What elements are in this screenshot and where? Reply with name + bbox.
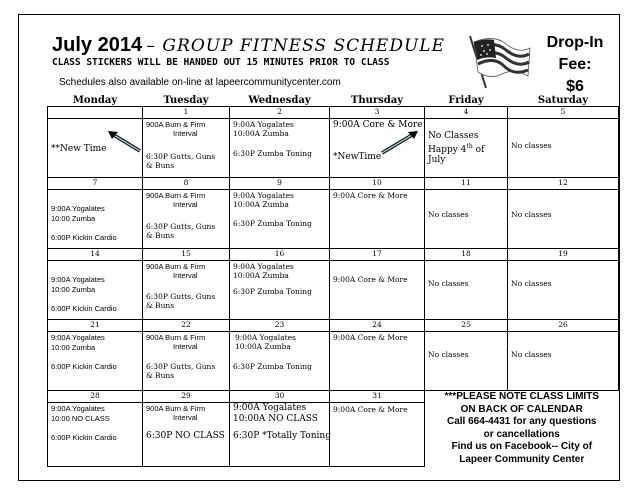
day-cell xyxy=(143,261,230,320)
calendar-table xyxy=(47,94,619,467)
class-line: Happy 4th of xyxy=(428,143,485,155)
online-notice: Schedules also available on-line at lapeercommunitycenter.com xyxy=(59,77,341,88)
class-line: 9:00A Core & More xyxy=(333,405,408,414)
class-line: 6:30P *Totally Toning xyxy=(233,431,331,441)
class-line: *NewTime xyxy=(333,152,382,162)
date-number: 15 xyxy=(143,249,230,261)
day-cell xyxy=(143,190,230,249)
class-line: No classes xyxy=(511,350,552,359)
class-line: 900A Burn & Firm xyxy=(146,333,206,342)
day-friday: Friday xyxy=(448,94,484,106)
date-number: 10 xyxy=(330,178,425,190)
day-cell xyxy=(330,190,425,249)
class-line: No classes xyxy=(428,350,469,359)
day-cell xyxy=(143,403,230,467)
date-number: 29 xyxy=(143,391,230,403)
class-line: 10:00 NO CLASS xyxy=(51,414,110,423)
date-number: 16 xyxy=(230,249,330,261)
class-line: & Buns xyxy=(146,301,175,310)
date-number: 12 xyxy=(508,178,619,190)
class-line: 9:00A Yogalates xyxy=(51,275,105,284)
class-line: 900A Burn & Firm xyxy=(146,120,206,129)
class-line: Interval xyxy=(173,413,198,422)
day-cell xyxy=(330,261,425,320)
class-line: 900A Burn & Firm xyxy=(146,191,206,200)
day-cell xyxy=(330,403,425,467)
day-cell xyxy=(508,261,619,320)
class-line: 6:30P Zumba Toning xyxy=(233,287,312,296)
date-number: 11 xyxy=(425,178,508,190)
date-number: 18 xyxy=(425,249,508,261)
schedule-row xyxy=(48,119,619,178)
class-line: 10:00A NO CLASS xyxy=(233,414,318,424)
class-line: 10:00 Zumba xyxy=(51,285,96,294)
day-cell xyxy=(48,332,143,391)
arrow-icon xyxy=(380,129,420,155)
class-line: **New Time xyxy=(51,144,107,154)
date-number: 28 xyxy=(48,391,143,403)
day-tuesday: Tuesday xyxy=(163,94,209,106)
class-line: 6:30P Gutts, Guns xyxy=(146,152,216,161)
day-cell xyxy=(143,119,230,178)
title-schedule: – GROUP FITNESS SCHEDULE xyxy=(146,36,445,56)
day-wednesday: Wednesday xyxy=(248,94,311,106)
class-line: 10:00A Zumba xyxy=(233,129,289,138)
class-line: 9:00A Yogalates xyxy=(51,404,105,413)
class-line: 6:30P Gutts, Guns xyxy=(146,292,216,301)
class-line: 9:00A Core & More xyxy=(333,275,408,284)
page-title xyxy=(52,34,445,57)
class-line: 9:00A Core & More xyxy=(333,191,408,200)
class-line: July xyxy=(428,155,446,165)
class-line: 9:00A Yogalates xyxy=(233,120,294,129)
date-number: 3 xyxy=(330,107,425,119)
class-line: 9:00A Core & More xyxy=(333,333,408,342)
date-number: 23 xyxy=(230,320,330,332)
day-cell xyxy=(508,190,619,249)
class-limits-notice: ***PLEASE NOTE CLASS LIMITS ON BACK OF CALENDAR Call 664-4431 for any questions or cancellations Find us on Facebook-- City of Lapeer Community Center xyxy=(444,391,599,465)
class-line: 9:00A Yogalates xyxy=(233,403,307,413)
date-row xyxy=(48,107,619,119)
day-cell xyxy=(508,119,619,178)
day-cell xyxy=(425,332,508,391)
date-number: 21 xyxy=(48,320,143,332)
date-number: 1 xyxy=(143,107,230,119)
class-line: 6:30P Zumba Toning xyxy=(233,362,312,371)
class-line: 10:00 Zumba xyxy=(51,214,96,223)
day-cell xyxy=(508,332,619,391)
date-number: 25 xyxy=(425,320,508,332)
day-cell xyxy=(48,403,143,467)
drop-in-label: Drop-In xyxy=(546,34,604,51)
date-number: 8 xyxy=(143,178,230,190)
date-number: 17 xyxy=(330,249,425,261)
class-line: Interval xyxy=(173,200,198,209)
class-line: 10:00A Zumba xyxy=(233,271,289,280)
day-cell xyxy=(48,261,143,320)
arrow-icon xyxy=(106,129,142,153)
class-line: Interval xyxy=(173,342,198,351)
day-cell xyxy=(330,332,425,391)
day-cell xyxy=(230,403,330,467)
day-saturday: Saturday xyxy=(537,94,589,106)
schedule-row xyxy=(48,261,619,320)
class-line: 10:00A Zumba xyxy=(233,200,289,209)
class-line: Interval xyxy=(173,271,198,280)
class-line: 6:30P Zumba Toning xyxy=(233,149,312,158)
date-number: 2 xyxy=(230,107,330,119)
date-number: 5 xyxy=(508,107,619,119)
class-line: No classes xyxy=(428,279,469,288)
fee-price: $6 xyxy=(566,78,584,95)
class-line: 10:00 Zumba xyxy=(51,343,96,352)
fee-label: Fee: xyxy=(558,56,592,73)
day-cell xyxy=(230,190,330,249)
us-flag-icon xyxy=(464,30,534,90)
date-number: 19 xyxy=(508,249,619,261)
date-number: 26 xyxy=(508,320,619,332)
class-line: & Buns xyxy=(146,231,175,240)
class-line: 6:00P Kickin Cardio xyxy=(51,362,117,371)
date-number: 22 xyxy=(143,320,230,332)
day-cell xyxy=(425,190,508,249)
class-line: 900A Burn & Firm xyxy=(146,262,206,271)
date-row xyxy=(48,249,619,261)
class-line: No Classes xyxy=(428,131,479,141)
class-line: 6:00P Kickin Cardio xyxy=(51,233,117,242)
day-cell xyxy=(230,261,330,320)
day-cell xyxy=(143,332,230,391)
drop-in-fee xyxy=(535,32,615,98)
day-cell xyxy=(330,119,425,178)
date-number: 24 xyxy=(330,320,425,332)
stickers-notice: CLASS STICKERS WILL BE HANDED OUT 15 MINUTES PRIOR TO CLASS xyxy=(52,57,390,68)
class-line: 6:30P Zumba Toning xyxy=(233,219,312,228)
day-cell xyxy=(230,332,330,391)
day-cell xyxy=(425,119,508,178)
class-line: No classes xyxy=(511,279,552,288)
date-number: 31 xyxy=(330,391,425,403)
title-month: July 2014 xyxy=(52,34,143,56)
class-line: 6:00P Kickin Cardio xyxy=(51,433,117,442)
date-number: 14 xyxy=(48,249,143,261)
day-cell xyxy=(425,261,508,320)
class-line: 6:30P Gutts, Guns xyxy=(146,222,216,231)
weekday-header xyxy=(48,94,619,107)
class-line: & Buns xyxy=(146,161,175,170)
class-line: 900A Burn & Firm xyxy=(146,404,206,413)
class-line: 9:00A Yogalates xyxy=(235,333,296,342)
day-thursday: Thursday xyxy=(350,94,404,106)
class-line: 9:00A Core & More xyxy=(333,120,423,130)
class-line: & Buns xyxy=(146,371,175,380)
class-line: No classes xyxy=(511,210,552,219)
date-number: 7 xyxy=(48,178,143,190)
class-line: 9:00A Yogalates xyxy=(233,191,294,200)
class-line: 9:00A Yogalates xyxy=(51,204,105,213)
date-number: 4 xyxy=(425,107,508,119)
date-row xyxy=(48,178,619,190)
notice-cell xyxy=(425,391,619,467)
date-number: 30 xyxy=(230,391,330,403)
date-row xyxy=(48,391,619,403)
date-row xyxy=(48,320,619,332)
class-line: Interval xyxy=(173,129,198,138)
schedule-row xyxy=(48,332,619,391)
day-monday: Monday xyxy=(72,94,118,106)
date-number xyxy=(48,107,143,119)
class-line: No classes xyxy=(428,210,469,219)
day-cell xyxy=(48,190,143,249)
class-line: 6:30P NO CLASS xyxy=(146,431,225,441)
schedule-row xyxy=(48,190,619,249)
day-cell xyxy=(48,119,143,178)
day-cell xyxy=(230,119,330,178)
class-line: 9:00A Yogalates xyxy=(233,262,294,271)
class-line: 9:00A Yogalates xyxy=(51,333,105,342)
class-line: 6:30P Gutts, Guns xyxy=(146,362,216,371)
date-number: 9 xyxy=(230,178,330,190)
class-line: No classes xyxy=(511,141,552,150)
class-line: 10:00A Zumba xyxy=(235,342,291,351)
class-line: 6:00P Kickin Cardio xyxy=(51,304,117,313)
